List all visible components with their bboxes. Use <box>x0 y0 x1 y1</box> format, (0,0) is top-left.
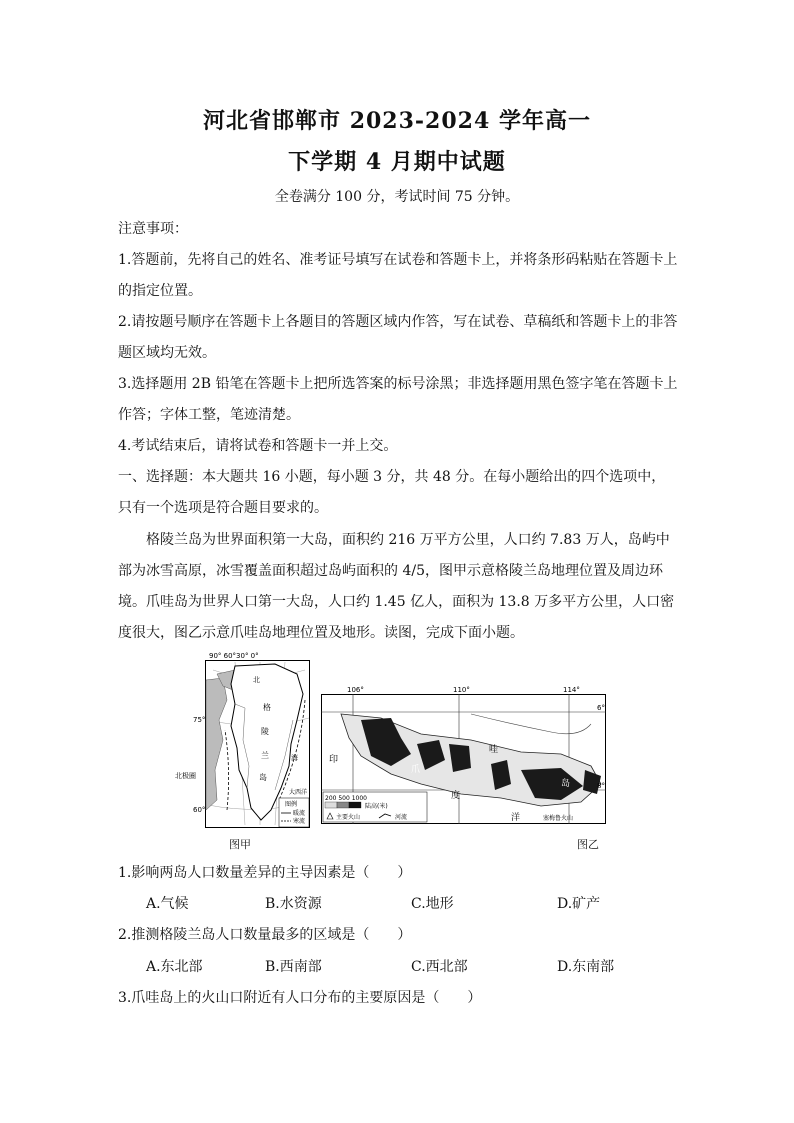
land-char-1: 格 <box>263 703 271 712</box>
q1-option-b: B.水资源 <box>265 896 322 912</box>
legend-cold: 寒流 <box>293 818 306 825</box>
volcano-name: 塞梅鲁火山 <box>543 815 574 822</box>
legend-title: 图例 <box>285 801 298 808</box>
lat-6-label: 6° <box>597 704 605 712</box>
notice-label: 注意事项： <box>118 221 188 237</box>
arctic-circle-label: 北极圈 <box>175 772 196 780</box>
ocean-char-2: 度 <box>451 791 461 801</box>
figure-area <box>175 652 610 853</box>
land-char-2: 陵 <box>261 727 269 736</box>
lon-114-label: 114° <box>563 686 580 694</box>
island-char-3: 岛 <box>561 779 571 789</box>
lat-8-label: 8° <box>597 782 605 790</box>
scale-values: 200 500 1000 <box>325 795 367 802</box>
land-char-4: 岛 <box>259 773 267 782</box>
legend-volcano: 主要火山 <box>336 814 361 821</box>
notice-item-2: 2.请按题号顺序在答题卡上各题目的答题区域内作答，写在试卷、草稿纸和答题卡上的非答题区域均无效。 <box>118 314 678 361</box>
q2-option-b: B.西南部 <box>265 959 322 975</box>
q1-option-a: A.气候 <box>146 896 189 912</box>
land-char-3: 兰 <box>261 751 269 760</box>
figure-jia-caption: 图甲 <box>229 838 251 851</box>
notice-item-1: 1.答题前，先将自己的姓名、准考证号填写在试卷和答题卡上，并将条形码粘贴在答题卡上的指定位置。 <box>118 252 678 299</box>
q2-option-c: C.西北部 <box>411 959 468 975</box>
lon-110-label: 110° <box>453 686 470 694</box>
sea-label-mark: 海 <box>291 754 298 762</box>
question-3-stem: 3.爪哇岛上的火山口附近有人口分布的主要原因是（ ） <box>118 990 482 1006</box>
island-char-2: 哇 <box>489 745 499 755</box>
sea-label-north: 北 <box>253 676 260 684</box>
figure-yi-caption: 图乙 <box>577 838 599 851</box>
scale-unit: 陆高(米) <box>365 803 388 810</box>
ocean-char-1: 印 <box>329 755 339 765</box>
question-intro: 格陵兰岛为世界面积第一大岛，面积约 216 万平方公里，人口约 7.83 万人，岛屿中部为冰雪高原，冰雪覆盖面积超过岛屿面积的 4/5，图甲示意格陵兰岛地理位置及周边环境。爪哇岛为世界人口第一大岛，人口约 1.45 亿人，面积为 13.8 万多平方公里，人口密度很大，图乙示意爪哇岛地理位置及地形。读图，完成下面小题。 <box>118 532 675 641</box>
exam-title-line1: 河北省邯郸市 2023-2024 学年高一 <box>203 108 591 134</box>
atlantic-label: 大西洋 <box>289 789 308 796</box>
greenland-map <box>175 652 310 828</box>
java-legend <box>323 792 427 822</box>
notice-item-3: 3.选择题用 2B 铅笔在答题卡上把所选答案的标号涂黑；非选择题用黑色签字笔在答题卡上作答；字体工整，笔迹清楚。 <box>118 376 678 423</box>
greenland-legend <box>279 798 309 827</box>
legend-river: 河流 <box>395 814 408 821</box>
q2-option-d: D.东南部 <box>557 959 615 975</box>
q2-option-a: A.东北部 <box>146 959 203 975</box>
question-2-stem: 2.推测格陵兰岛人口数量最多的区域是（ ） <box>118 927 412 943</box>
ocean-char-3: 洋 <box>511 813 521 823</box>
q1-option-d: D.矿产 <box>557 896 601 912</box>
notice-item-4: 4.考试结束后，请将试卷和答题卡一并上交。 <box>118 438 398 454</box>
java-map <box>321 686 606 824</box>
q1-option-c: C.地形 <box>411 896 454 912</box>
greenland-longitude-labels: 90° 60°30° 0° <box>209 652 259 660</box>
greenland-lat-75: 75° <box>193 716 206 724</box>
question-1-stem: 1.影响两岛人口数量差异的主导因素是（ ） <box>118 865 412 881</box>
greenland-lat-60: 60° <box>193 806 206 814</box>
lon-106-label: 106° <box>347 686 364 694</box>
legend-warm: 暖流 <box>293 810 306 817</box>
exam-title-line2: 下学期 4 月期中试题 <box>288 149 506 175</box>
island-char-1: 爪 <box>411 765 421 775</box>
section-heading: 一、选择题：本大题共 16 小题，每小题 3 分，共 48 分。在每小题给出的四个选项中，只有一个选项是符合题目要求的。 <box>118 469 666 516</box>
exam-subtitle: 全卷满分 100 分，考试时间 75 分钟。 <box>274 189 520 205</box>
